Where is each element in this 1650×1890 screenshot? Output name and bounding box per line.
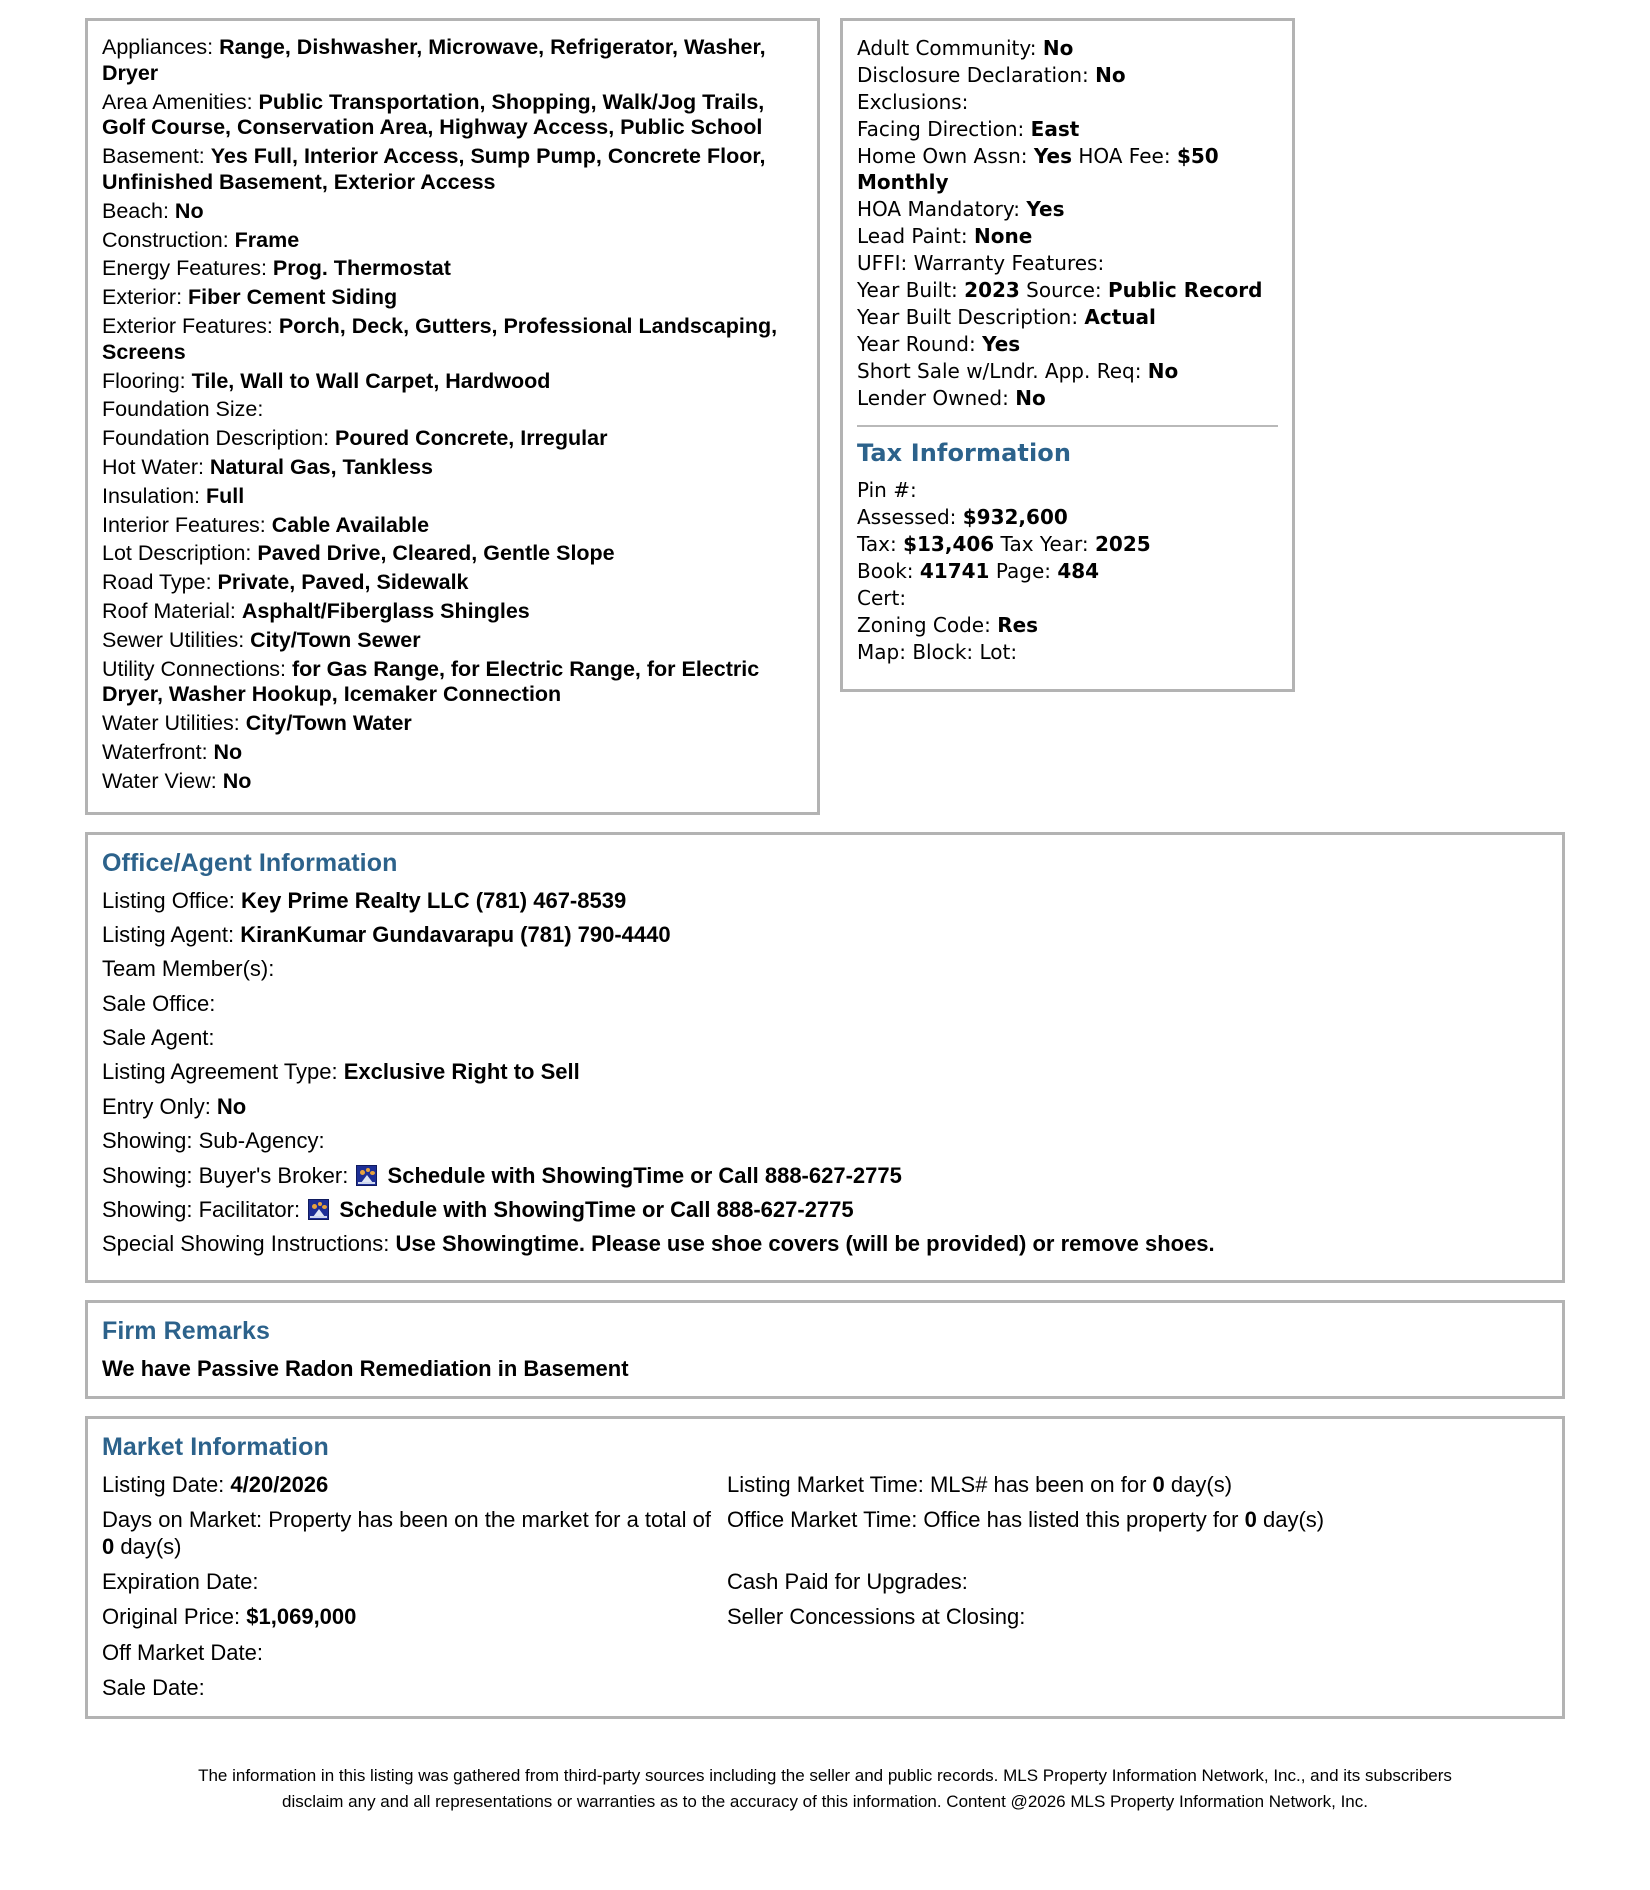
detail-row	[102, 1472, 727, 1498]
detail-label: Listing Agreement Type:	[102, 1059, 344, 1085]
detail-value: East	[1030, 117, 1080, 141]
detail-value: No	[1042, 36, 1074, 60]
detail-label: Listing Market Time: MLS# has been on for	[727, 1471, 1153, 1497]
detail-label: Home Own Assn:	[857, 144, 1034, 168]
detail-label: Interior Features:	[102, 512, 272, 537]
detail-row	[857, 477, 1278, 503]
detail-row	[857, 385, 1278, 411]
detail-label: Energy Features:	[102, 256, 273, 281]
detail-label: Cash Paid for Upgrades:	[727, 1568, 968, 1594]
disclaimer-line-2: disclaim any and all representations or warranties as to the accuracy of this information. Content @2026 MLS Property Information Network, Inc.	[282, 1791, 1368, 1811]
detail-row	[102, 1604, 727, 1630]
detail-row	[727, 1569, 1548, 1595]
detail-label: Sale Date:	[102, 1675, 205, 1701]
detail-value: 0	[1152, 1471, 1165, 1497]
detail-row	[857, 89, 1278, 115]
property-features-left-body	[88, 21, 817, 812]
office-agent-panel	[85, 832, 1565, 1283]
detail-row	[102, 628, 807, 654]
detail-label: Showing: Buyer's Broker:	[102, 1162, 355, 1188]
detail-row	[102, 1094, 1548, 1120]
detail-row	[857, 116, 1278, 142]
tax-information-title: Tax Information	[857, 439, 1072, 467]
detail-label: Lot Description:	[102, 541, 258, 566]
detail-row	[857, 304, 1278, 330]
detail-row	[102, 1231, 1548, 1257]
detail-row	[102, 1640, 727, 1666]
detail-row	[102, 888, 1548, 914]
detail-label: Adult Community:	[857, 36, 1043, 60]
detail-value: No	[213, 739, 243, 764]
detail-row	[857, 639, 1278, 665]
detail-row	[857, 558, 1278, 584]
detail-value: 2023	[964, 278, 1020, 302]
detail-label: Appliances:	[102, 35, 220, 59]
detail-value: Full	[205, 483, 245, 508]
detail-row	[857, 223, 1278, 249]
detail-row	[102, 35, 807, 87]
detail-value: 4/20/2026	[230, 1471, 329, 1497]
detail-value: Use Showingtime. Please use shoe covers (will be provided) or remove shoes.	[395, 1231, 1215, 1257]
detail-label: Showing: Sub-Agency:	[102, 1128, 325, 1154]
detail-row	[857, 358, 1278, 384]
firm-remarks-panel	[85, 1300, 1565, 1399]
detail-value: Frame	[234, 227, 300, 252]
detail-value: No	[222, 768, 252, 793]
detail-label: Year Built Description:	[857, 305, 1085, 329]
detail-row	[102, 90, 807, 142]
detail-label: Hot Water:	[102, 454, 210, 479]
detail-row	[727, 1472, 1548, 1498]
tax-divider	[857, 425, 1278, 427]
detail-value: $932,600	[962, 505, 1068, 529]
detail-row	[102, 711, 807, 737]
detail-label: Sale Agent:	[102, 1025, 215, 1051]
detail-row	[857, 250, 1278, 276]
detail-value: $50 Monthly	[857, 144, 1219, 194]
office-agent-list	[102, 888, 1548, 1258]
detail-value: Tile, Wall to Wall Carpet, Hardwood	[191, 368, 551, 393]
detail-row	[102, 369, 807, 395]
detail-label: Foundation Size:	[102, 397, 264, 422]
detail-value: 2025	[1095, 532, 1151, 556]
detail-value: Yes Full, Interior Access, Sump Pump, Concrete Floor, Unfinished Basement, Exterior Access	[102, 144, 766, 194]
detail-label: Seller Concessions at Closing:	[727, 1604, 1026, 1630]
detail-label: Lot:	[979, 640, 1018, 664]
detail-value: Exclusive Right to Sell	[343, 1059, 580, 1085]
detail-label: Special Showing Instructions:	[102, 1231, 396, 1257]
detail-label: Office Market Time: Office has listed this property for	[727, 1507, 1245, 1533]
detail-row	[102, 397, 807, 423]
detail-row	[857, 143, 1278, 195]
detail-value: 0	[1244, 1507, 1257, 1533]
detail-label: Assessed:	[857, 505, 963, 529]
detail-label: Facing Direction:	[857, 117, 1031, 141]
firm-remarks-text: We have Passive Radon Remediation in Basement	[102, 1355, 629, 1381]
detail-row	[102, 513, 807, 539]
detail-row	[857, 504, 1278, 530]
detail-label: Water View:	[102, 768, 223, 793]
property-features-right-panel	[840, 18, 1295, 692]
detail-value: Porch, Deck, Gutters, Professional Landscaping, Screens	[102, 313, 778, 364]
detail-value: KiranKumar Gundavarapu (781) 790-4440	[240, 921, 671, 947]
market-information-title: Market Information	[102, 1432, 329, 1461]
detail-label: Showing: Facilitator:	[102, 1197, 307, 1223]
detail-value: Yes	[982, 332, 1021, 356]
property-features-right-body	[843, 21, 1292, 689]
detail-value: Actual	[1084, 305, 1156, 329]
detail-label: Waterfront:	[102, 739, 214, 764]
detail-row	[102, 657, 807, 709]
detail-value: 0	[102, 1533, 115, 1559]
detail-row	[102, 256, 807, 282]
detail-value: Paved Drive, Cleared, Gentle Slope	[257, 541, 615, 566]
detail-label: Area Amenities:	[102, 89, 259, 114]
detail-label: Exterior:	[102, 285, 189, 310]
detail-value: $1,069,000	[246, 1604, 357, 1630]
detail-value: Range, Dishwasher, Microwave, Refrigerator, Washer, Dryer	[102, 35, 766, 85]
detail-label: Cert:	[857, 586, 907, 610]
detail-label: Year Built:	[857, 278, 965, 302]
detail-row	[102, 285, 807, 311]
detail-label: Sale Office:	[102, 990, 216, 1016]
detail-value: Poured Concrete, Irregular	[335, 426, 608, 451]
detail-row	[857, 35, 1278, 61]
firm-remarks-body	[88, 1303, 1562, 1396]
detail-row	[102, 1569, 727, 1595]
detail-row	[857, 331, 1278, 357]
detail-row	[102, 740, 807, 766]
detail-value: No	[1147, 359, 1179, 383]
showingtime-icon[interactable]	[356, 1165, 377, 1186]
detail-row	[857, 585, 1278, 611]
detail-row	[102, 1059, 1548, 1085]
detail-label: Page:	[989, 559, 1058, 583]
detail-row	[857, 612, 1278, 638]
detail-value: Asphalt/Fiberglass Shingles	[241, 598, 530, 623]
detail-row	[102, 599, 807, 625]
detail-row	[102, 1675, 727, 1701]
detail-label: Days on Market: Property has been on the market for a total of	[102, 1507, 711, 1533]
detail-label: Listing Office:	[102, 887, 241, 913]
detail-label: Year Round:	[857, 332, 983, 356]
detail-value: City/Town Sewer	[250, 627, 421, 652]
detail-row	[102, 991, 1548, 1017]
detail-label: Expiration Date:	[102, 1568, 259, 1594]
detail-suffix: day(s)	[1256, 1507, 1325, 1533]
detail-label: Tax Year:	[994, 532, 1095, 556]
detail-row	[102, 922, 1548, 948]
detail-label: HOA Fee:	[1071, 144, 1177, 168]
detail-row	[102, 228, 807, 254]
detail-value: None	[974, 224, 1033, 248]
detail-label: Listing Agent:	[102, 921, 241, 947]
market-information-panel	[85, 1416, 1565, 1719]
detail-label: Map:	[857, 640, 913, 664]
detail-row	[102, 1197, 1548, 1223]
property-features-left-list	[102, 35, 807, 795]
detail-label: Lender Owned:	[857, 386, 1016, 410]
showingtime-icon[interactable]	[308, 1199, 329, 1220]
detail-row	[102, 199, 807, 225]
detail-label: Basement:	[102, 144, 211, 169]
detail-value: 41741	[919, 559, 990, 583]
detail-row	[857, 62, 1278, 88]
property-features-right-list	[857, 35, 1278, 411]
detail-row	[102, 426, 807, 452]
disclaimer-footer	[85, 1763, 1565, 1816]
detail-label: Road Type:	[102, 570, 218, 595]
detail-value: Yes	[1026, 197, 1065, 221]
property-features-left-panel	[85, 18, 820, 815]
detail-value: Res	[997, 613, 1039, 637]
detail-label: Lead Paint:	[857, 224, 974, 248]
detail-suffix: day(s)	[114, 1533, 182, 1559]
detail-label: Disclosure Declaration:	[857, 63, 1096, 87]
detail-row	[102, 956, 1548, 982]
tax-information-list	[857, 477, 1278, 665]
detail-label: Exclusions:	[857, 90, 969, 114]
detail-value: No	[1015, 386, 1046, 410]
detail-label: Utility Connections:	[102, 656, 292, 681]
detail-row	[102, 455, 807, 481]
detail-row	[102, 1507, 727, 1560]
detail-suffix: day(s)	[1164, 1471, 1233, 1497]
detail-label: HOA Mandatory:	[857, 197, 1027, 221]
detail-label: UFFI:	[857, 251, 914, 275]
detail-label: Tax:	[857, 532, 904, 556]
detail-label: Construction:	[102, 227, 235, 252]
detail-row	[102, 1128, 1548, 1154]
detail-label: Pin #:	[857, 478, 917, 502]
detail-row	[727, 1604, 1548, 1630]
detail-value: Yes	[1033, 144, 1072, 168]
detail-row	[102, 1025, 1548, 1051]
detail-row	[102, 541, 807, 567]
detail-label: Team Member(s):	[102, 956, 275, 982]
detail-row	[857, 531, 1278, 557]
detail-row	[102, 314, 807, 366]
top-columns	[85, 18, 1565, 815]
detail-label: Warranty Features:	[913, 251, 1105, 275]
detail-row	[857, 277, 1278, 303]
detail-value: for Gas Range, for Electric Range, for Electric Dryer, Washer Hookup, Icemaker Connection	[102, 656, 760, 707]
detail-label: Block:	[912, 640, 980, 664]
detail-row	[102, 484, 807, 510]
disclaimer-line-1: The information in this listing was gathered from third-party sources including the seller and public records. MLS Property Information Network, Inc., and its subscribers	[198, 1765, 1452, 1785]
detail-row	[102, 769, 807, 795]
detail-value: City/Town Water	[245, 711, 412, 736]
detail-value: Natural Gas, Tankless	[209, 454, 433, 479]
detail-row	[102, 570, 807, 596]
detail-label: Original Price:	[102, 1604, 247, 1630]
detail-value: Fiber Cement Siding	[188, 285, 398, 310]
detail-value: No	[174, 198, 204, 223]
detail-label: Flooring:	[102, 368, 192, 393]
detail-value: No	[216, 1093, 247, 1119]
detail-value: Cable Available	[271, 512, 430, 537]
detail-value: Private, Paved, Sidewalk	[217, 570, 469, 595]
detail-label: Short Sale w/Lndr. App. Req:	[857, 359, 1148, 383]
detail-label: Foundation Description:	[102, 426, 336, 451]
detail-label: Book:	[857, 559, 920, 583]
detail-value: Public Record	[1107, 278, 1263, 302]
market-information-body	[88, 1419, 1562, 1716]
detail-row	[857, 196, 1278, 222]
detail-value: Schedule with ShowingTime or Call 888-627-2775	[381, 1162, 902, 1188]
detail-label: Insulation:	[102, 483, 206, 508]
detail-label: Water Utilities:	[102, 711, 246, 736]
detail-row	[102, 144, 807, 196]
market-information-grid	[102, 1472, 1548, 1702]
office-agent-title: Office/Agent Information	[102, 848, 398, 877]
detail-label: Zoning Code:	[857, 613, 998, 637]
detail-row	[727, 1507, 1548, 1560]
detail-value: $13,406	[903, 532, 995, 556]
detail-value: Public Transportation, Shopping, Walk/Jog Trails, Golf Course, Conservation Area, Highway Access, Public School	[102, 89, 765, 140]
firm-remarks-title: Firm Remarks	[102, 1316, 270, 1345]
detail-value: 484	[1057, 559, 1100, 583]
detail-value: Schedule with ShowingTime or Call 888-627-2775	[333, 1197, 854, 1223]
detail-label: Off Market Date:	[102, 1639, 263, 1665]
detail-label: Beach:	[102, 198, 175, 223]
detail-label: Listing Date:	[102, 1471, 231, 1497]
office-agent-body	[88, 835, 1562, 1280]
detail-label: Exterior Features:	[102, 313, 279, 338]
detail-label: Source:	[1019, 278, 1108, 302]
detail-value: Key Prime Realty LLC (781) 467-8539	[241, 887, 627, 913]
detail-label: Entry Only:	[102, 1093, 217, 1119]
detail-label: Roof Material:	[102, 598, 242, 623]
detail-label: Sewer Utilities:	[102, 627, 251, 652]
detail-row	[102, 1163, 1548, 1189]
detail-value: Prog. Thermostat	[272, 256, 451, 281]
detail-value: No	[1095, 63, 1126, 87]
